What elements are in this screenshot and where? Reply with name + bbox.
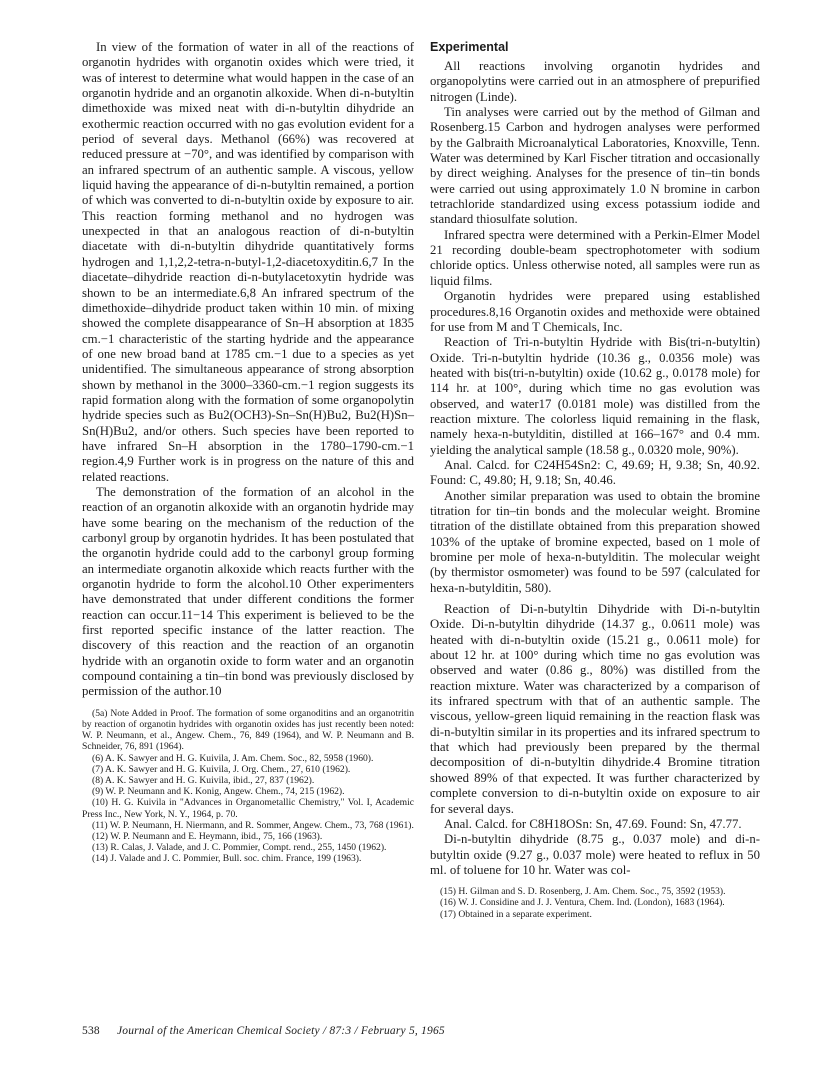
footnote: (5a) Note Added in Proof. The formation of some organoditins and an organotritin by reaction of organotin hydrides with organotin oxides has just recently been noted: W. P. Neumann, et al., Angew. Chem., 76, 849 (1964), and W. P. Neumann and B. Schneider, 76, 891 (1964). [82, 707, 414, 753]
body-paragraph: The demonstration of the formation of an alcohol in the reaction of an organotin alkoxide with an organotin hydride may have some bearing on the mechanism of the reduction of the carbonyl group by organotin hydrides. It has been postulated that the organotin hydride could add to the carbonyl group forming an intermediate organotin alkoxide which reacts further with the organotin hydride to form the alcohol.10 Other experimenters have demonstrated that under different conditions the former reaction can occur.11−14 This experiment is believed to be the first reported specific instance of the latter reaction. The discovery of this reaction and the reaction of an organotin hydride with an organotin oxide to form water and an organotin compound containing a tin–tin bond was previously disclosed by permission of the author.10 [82, 484, 414, 699]
footnote: (6) A. K. Sawyer and H. G. Kuivila, J. Am. Chem. Soc., 82, 5958 (1960). [92, 752, 374, 764]
body-paragraph: Infrared spectra were determined with a Perkin-Elmer Model 21 recording double-beam spectrophotometer with sodium chloride optics. Unless otherwise noted, all samples were run as liquid films. [430, 227, 760, 288]
body-paragraph: All reactions involving organotin hydrides and organopolytins were carried out in an atmosphere of prepurified nitrogen (Linde). [430, 59, 760, 104]
section-heading: Experimental [430, 40, 509, 54]
page-number: 538 [82, 1025, 100, 1037]
body-paragraph: Anal. Calcd. for C24H54Sn2: C, 49.69; H, 9.38; Sn, 40.92. Found: C, 49.80; H, 9.18; Sn, 40.46. [430, 457, 760, 488]
body-paragraph: Reaction of Di-n-butyltin Dihydride with Di-n-butyltin Oxide. Di-n-butyltin dihydride (14.37 g., 0.0611 mole) was heated with di-n-butyltin oxide (15.21 g., 0.0611 mole) for about 12 hr. at 100° during which time no gas evolution was observed and water (0.86 g., 80%) was distilled from the reaction mixture. Water was characterized by a comparison of its infrared spectrum with that of an authentic sample. The viscous, yellow-green liquid remaining in the reaction flask was di-n-butyltin similar in its properties and its infrared spectrum to that which had previously been prepared by the thermal decomposition of di-n-butyltin dihydride.4 Bromine titration showed 89% of that expected. It was further characterized by complete conversion to di-n-butyltin oxide on exposure to air for several days. [430, 602, 760, 816]
footnote: (14) J. Valade and J. C. Pommier, Bull. soc. chim. France, 199 (1963). [92, 853, 362, 865]
footnote: (8) A. K. Sawyer and H. G. Kuivila, ibid., 27, 837 (1962). [92, 775, 315, 786]
footnote: (9) W. P. Neumann and K. Konig, Angew. Chem., 74, 215 (1962). [92, 786, 345, 798]
page-footer [82, 1025, 445, 1037]
footnotes-left [82, 708, 414, 865]
body-paragraph: Di-n-butyltin dihydride (8.75 g., 0.037 mole) and di-n-butyltin oxide (9.27 g., 0.037 mole) were heated to reflux in 50 ml. of toluene for 10 hr. Water was col- [430, 832, 760, 877]
footnote: (7) A. K. Sawyer and H. G. Kuivila, J. Org. Chem., 27, 610 (1962). [92, 763, 351, 775]
body-paragraph: Another similar preparation was used to obtain the bromine titration for tin–tin bonds and the molecular weight. Bromine titration of the distillate obtained from this preparation showed 103% of the uptake of bromine expected, based on 1 mole of bromine per mole of hexa-n-butylditin. The molecular weight (by thermistor osmometer) was found to be 597 (calculated for hexa-n-butylditin, 580). [430, 488, 760, 595]
footnote: (10) H. G. Kuivila in "Advances in Organometallic Chemistry," Vol. I, Academic Press Inc., New York, N. Y., 1964, p. 70. [82, 797, 414, 820]
footnotes-right [430, 886, 760, 920]
body-paragraph: In view of the formation of water in all of the reactions of organotin hydrides with organotin oxides which were tried, it was of interest to determine what would happen in the case of an organotin hydride and an organotin alkoxide. When di-n-butyltin dimethoxide was mixed neat with di-n-butyltin dihydride an exothermic reaction occurred with no gas evolution evident for a period of several days. Methanol (66%) was recovered at reduced pressure at −70°, and was identified by comparison with an infrared spectrum of an authentic sample. A viscous, yellow liquid having the appearance of di-n-butyltin remained, a portion of which was converted to di-n-butyltin oxide by exposure to air. This reaction forming methanol and no hydrogen was unexpected in that an analogous reaction of di-n-butyltin diacetate with di-n-butyltin dihydride quantitatively forms hydrogen and 1,1,2,2-tetra-n-butyl-1,2-diacetoxyditin.6,7 In the diacetate–dihydride reaction di-n-butylacetoxytin hydride was shown to be an intermediate.6,8 An infrared spectrum of the dimethoxide–dihydride product taken within 10 min. of mixing showed the complete disappearance of Sn–H absorption at 1835 cm.−1 characteristic of the starting hydride and the appearance of one new broad band at 1785 cm.−1 due to a species as yet unidentified. The simultaneous appearance of strong absorption shown by methanol in the 3000–3360-cm.−1 region suggests its rapid formation along with the formation of some organopolytin hydride species such as Bu2(OCH3)-Sn–Sn(H)Bu2, Bu2(H)Sn–Sn(H)Bu2, and/or others. Such species have been reported to have infrared Sn–H absorption in the 1780–1790-cm.−1 region.4,9 Further work is in progress on the nature of this and related reactions. [82, 40, 414, 484]
footnote: (13) R. Calas, J. Valade, and J. C. Pommier, Compt. rend., 255, 1450 (1962). [92, 842, 387, 854]
body-paragraph: Reaction of Tri-n-butyltin Hydride with Bis(tri-n-butyltin) Oxide. Tri-n-butyltin hydride (10.36 g., 0.0356 mole) was heated with bis(tri-n-butyltin) oxide (10.62 g., 0.0178 mole) for 114 hr. at 100°, during which time no gas evolution was observed, and water17 (0.0181 mole) was distilled from the reaction mixture. The colorless liquid remaining in the flask, namely hexa-n-butylditin, distilled at 166–167° and 0.4 mm. yielding the analytical sample (18.58 g., 0.0320 mole, 90%). [430, 335, 760, 457]
footnote: (11) W. P. Neumann, H. Niermann, and R. Sommer, Angew. Chem., 73, 768 (1961). [92, 819, 414, 831]
body-paragraph: Organotin hydrides were prepared using established procedures.8,16 Organotin oxides and methoxide were obtained for use from M and T Chemicals, Inc. [430, 289, 760, 334]
body-paragraph: Anal. Calcd. for C8H18OSn: Sn, 47.69. Found: Sn, 47.77. [444, 816, 742, 831]
running-title: Journal of the American Chemical Society / 87:3 / February 5, 1965 [116, 1025, 445, 1037]
footnote: (17) Obtained in a separate experiment. [440, 908, 592, 920]
left-column [82, 40, 414, 865]
footnote: (12) W. P. Neumann and E. Heymann, ibid., 75, 166 (1963). [92, 831, 323, 843]
right-column [430, 40, 760, 920]
body-paragraph: Tin analyses were carried out by the method of Gilman and Rosenberg.15 Carbon and hydrogen analyses were performed by the Galbraith Microanalytical Laboratories, Knoxville, Tenn. Water was determined by Karl Fischer titration and occasionally by direct weighing. Analyses for the presence of tin–tin bonds were carried out using approximately 1.0 N bromine in carbon tetrachloride standardized using excess potassium iodide and standard thiosulfate solution. [430, 105, 760, 227]
footnote: (15) H. Gilman and S. D. Rosenberg, J. Am. Chem. Soc., 75, 3592 (1953). [440, 886, 726, 898]
footnote: (16) W. J. Considine and J. J. Ventura, Chem. Ind. (London), 1683 (1964). [440, 897, 725, 909]
